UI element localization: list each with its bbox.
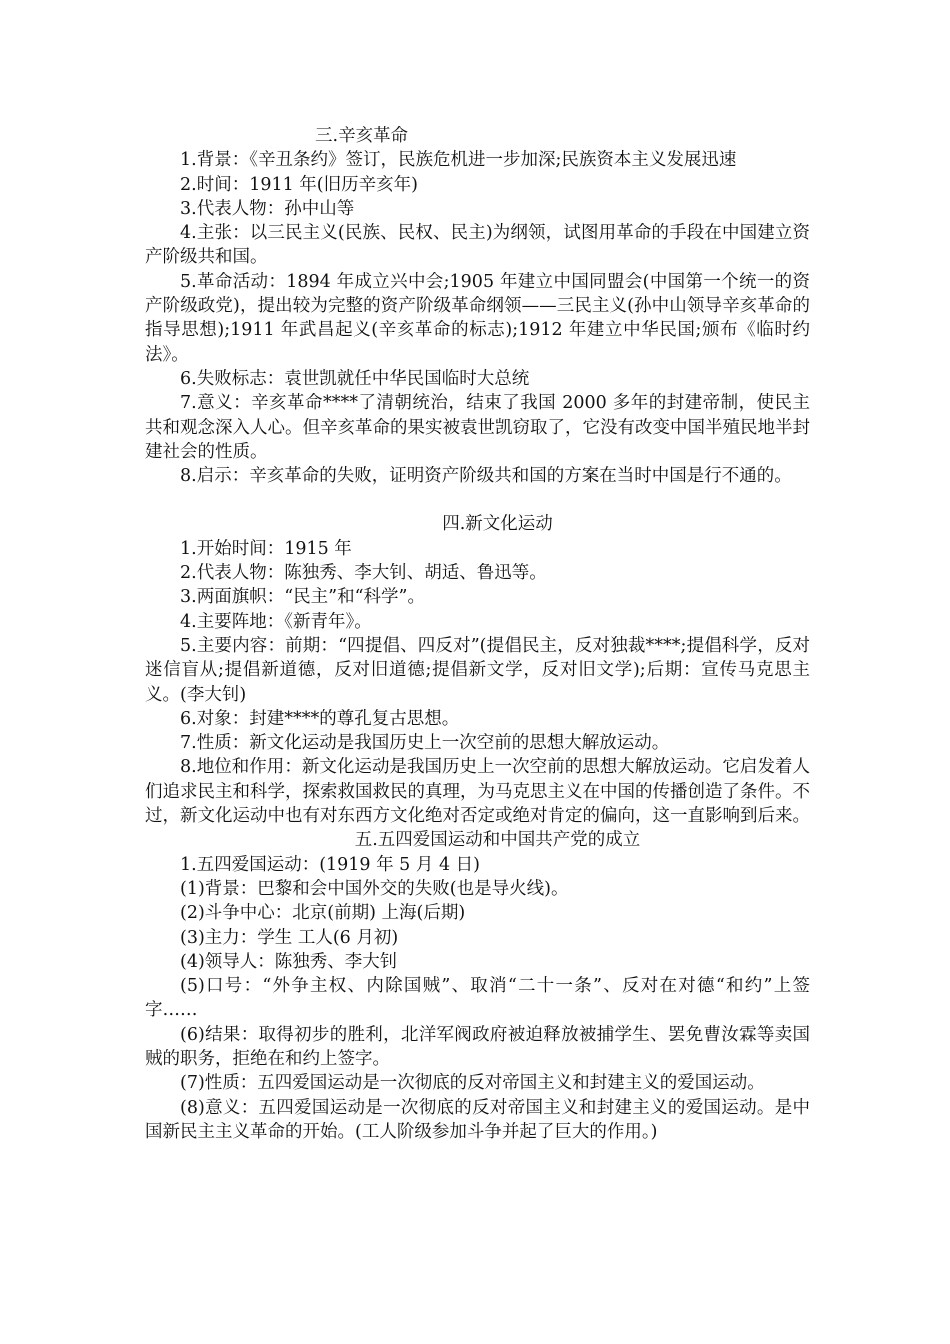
paragraph: 6.失败标志：袁世凯就任中华民国临时大总统 (180, 368, 530, 389)
paragraph: (4)领导人：陈独秀、李大钊 (180, 951, 398, 972)
section-title: 五.五四爱国运动和中国共产党的成立 (354, 830, 641, 851)
paragraph: (8)意义：五四爱国运动是一次彻底的反对帝国主义和封建主义的爱国运动。是中国新民主主义革命的开始。(工人阶级参加斗争并起了巨大的作用。) (145, 1097, 810, 1142)
paragraph: 5.革命活动：1894 年成立兴中会;1905 年建立中国同盟会(中国第一个统一的资产阶级政党)，提出较为完整的资产阶级革命纲领——三民主义(孙中山领导辛亥革命的指导思想);1911 年武昌起义(辛亥革命的标志);1912 年建立中华民国;颁布《临时约法》。 (145, 271, 810, 365)
paragraph: 1.背景：《辛丑条约》签订，民族危机进一步加深;民族资本主义发展迅速 (180, 150, 737, 171)
paragraph: 3.两面旗帜：“民主”和“科学”。 (180, 587, 425, 608)
paragraph: 4.主张：以三民主义(民族、民权、民主)为纲领，试图用革命的手段在中国建立资产阶级共和国。 (145, 223, 810, 268)
paragraph: (3)主力：学生 工人(6 月初) (180, 927, 399, 948)
paragraph: 2.时间：1911 年(旧历辛亥年) (180, 174, 418, 195)
paragraph: (7)性质：五四爱国运动是一次彻底的反对帝国主义和封建主义的爱国运动。 (180, 1073, 765, 1094)
paragraph: 8.地位和作用：新文化运动是我国历史上一次空前的思想大解放运动。它启发着人们追求民主和科学，探索救国救民的真理，为马克思主义在中国的传播创造了条件。不过，新文化运动中也有对东西方文化绝对否定或绝对肯定的偏向，这一直影响到后来。 (145, 757, 810, 827)
paragraph: 5.主要内容：前期：“四提倡、四反对”(提倡民主，反对独裁****;提倡科学，反对迷信盲从;提倡新道德，反对旧道德;提倡新文学，反对旧文学);后期：宣传马克思主义。(李大钊) (145, 635, 810, 705)
section-title: 三.辛亥革命 (315, 126, 409, 146)
paragraph: (6)结果：取得初步的胜利，北洋军阀政府被迫释放被捕学生、罢免曹汝霖等卖国贼的职务，拒绝在和约上签字。 (145, 1024, 810, 1069)
section-spacer (145, 488, 810, 512)
paragraph: 8.启示：辛亥革命的失败，证明资产阶级共和国的方案在当时中国是行不通的。 (180, 466, 792, 487)
paragraph: 1.开始时间：1915 年 (180, 538, 352, 559)
paragraph: 2.代表人物：陈独秀、李大钊、胡适、鲁迅等。 (180, 563, 547, 584)
paragraph: (2)斗争中心：北京(前期) 上海(后期) (180, 903, 466, 924)
paragraph: 1.五四爱国运动：(1919 年 5 月 4 日) (180, 854, 480, 875)
paragraph: 7.意义：辛亥革命****了清朝统治，结束了我国 2000 多年的封建帝制，使民主共和观念深入人心。但辛亥革命的果实被袁世凯窃取了，它没有改变中国半殖民地半封建社会的性质。 (145, 393, 810, 462)
document-page (145, 124, 810, 1144)
paragraph: 4.主要阵地：《新青年》。 (180, 611, 372, 632)
paragraph: (5)口号：“外争主权、内除国贼”、取消“二十一条”、反对在对德“和约”上签字…… (145, 976, 810, 1021)
paragraph: 6.对象：封建****的尊孔复古思想。 (180, 708, 460, 729)
paragraph: 3.代表人物：孙中山等 (180, 198, 355, 219)
paragraph: (1)背景：巴黎和会中国外交的失败(也是导火线)。 (180, 878, 569, 899)
section-title: 四.新文化运动 (442, 514, 553, 535)
paragraph: 7.性质：新文化运动是我国历史上一次空前的思想大解放运动。 (180, 733, 670, 754)
